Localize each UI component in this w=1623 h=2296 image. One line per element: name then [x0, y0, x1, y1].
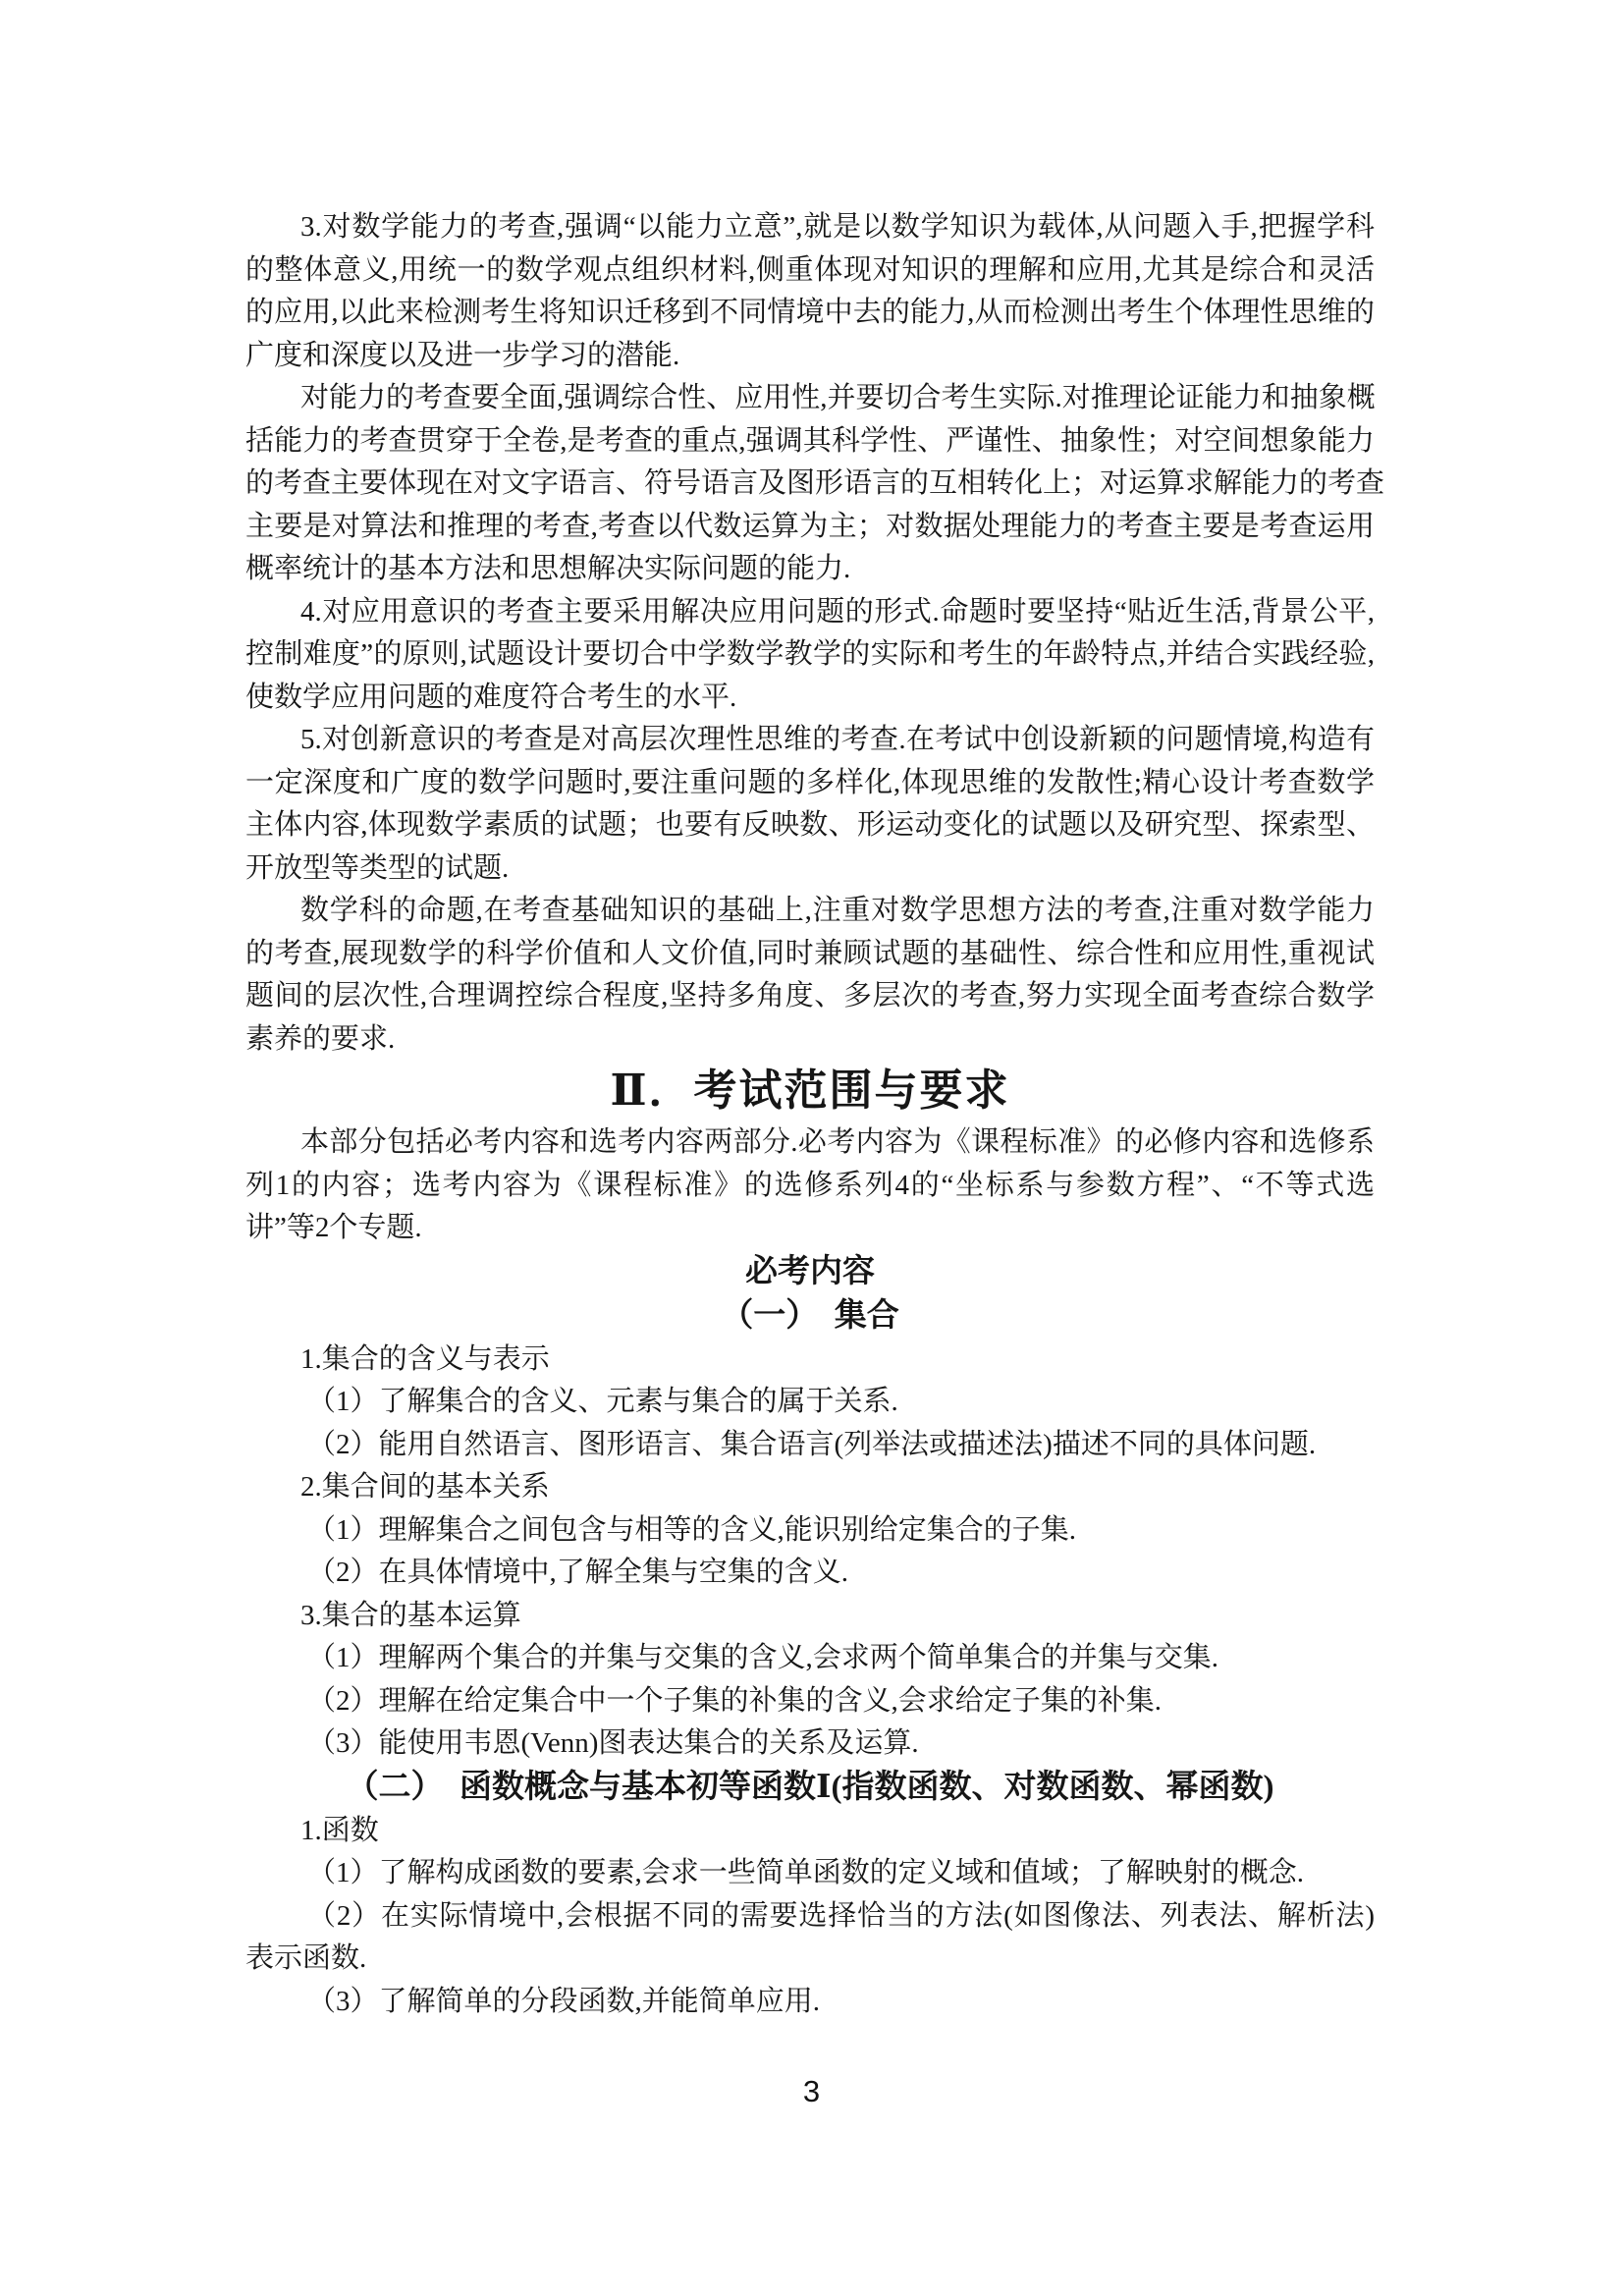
heading-exam-scope [245, 1061, 1375, 1121]
para-proposition [245, 890, 1375, 1061]
paragraph-line: 主体内容,体现数学素质的试题；也要有反映数、形运动变化的试题以及研究型、探索型、 [245, 809, 1375, 841]
main-heading: Ⅱ．考试范围与要求 [610, 1066, 1010, 1115]
paragraph-line: 的考查,展现数学的科学价值和人文价值,同时兼顾试题的基础性、综合性和应用性,重视试 [245, 937, 1375, 969]
paragraph-line: 括能力的考查贯穿于全卷,是考查的重点,强调其科学性、严谨性、抽象性；对空间想象能力 [245, 424, 1375, 457]
para-ability-overall [245, 377, 1385, 591]
paragraph-line: 使数学应用问题的难度符合考生的水平. [245, 681, 737, 713]
page-number: 3 [802, 2074, 821, 2108]
paragraph-line: 主要是对算法和推理的考查,考查以代数运算为主；对数据处理能力的考查主要是考查运用 [245, 510, 1375, 542]
list-line: 1.集合的含义与表示 [300, 1342, 550, 1375]
list-line: 2.集合间的基本关系 [300, 1471, 550, 1503]
list-line: （2）理解在给定集合中一个子集的补集的含义,会求给定子集的补集. [307, 1684, 1163, 1717]
list-line: （2）在实际情境中,会根据不同的需要选择恰当的方法(如图像法、列表法、解析法) [307, 1899, 1375, 1932]
subsection-heading: （一） 集合 [721, 1297, 899, 1334]
paragraph-line: 4.对应用意识的考查主要采用解决应用问题的形式.命题时要坚持“贴近生活,背景公平, [300, 595, 1375, 628]
heading-section-1-sets [245, 1294, 1375, 1339]
paragraph-line: 广度和深度以及进一步学习的潜能. [245, 339, 680, 371]
paragraph-line: 开放型等类型的试题. [245, 851, 510, 884]
list-line: （1）理解集合之间包含与相等的含义,能识别给定集合的子集. [307, 1513, 1077, 1546]
list-line: （2）能用自然语言、图形语言、集合语言(列举法或描述法)描述不同的具体问题. [307, 1428, 1317, 1460]
paragraph-line: 5.对创新意识的考查是对高层次理性思维的考查.在考试中创设新颖的问题情境,构造有 [300, 724, 1375, 755]
para-scope-intro [245, 1121, 1375, 1250]
heading-section-2-functions [245, 1766, 1375, 1810]
paragraph-line: 一定深度和广度的数学问题时,要注重问题的多样化,体现思维的发散性;精心设计考查数学 [245, 766, 1375, 798]
list-line: 3.集合的基本运算 [300, 1599, 521, 1631]
list-line: （3）能使用韦恩(Venn)图表达集合的关系及运算. [307, 1727, 919, 1759]
heading-required-content [245, 1250, 1375, 1294]
list-line: （1）了解构成函数的要素,会求一些简单函数的定义域和值域；了解映射的概念. [307, 1857, 1305, 1888]
paragraph-line: 本部分包括必考内容和选考内容两部分.必考内容为《课程标准》的必修内容和选修系 [300, 1126, 1375, 1158]
document-content [245, 206, 1385, 2023]
list-line: （1）了解集合的含义、元素与集合的属于关系. [307, 1386, 898, 1417]
list-line: （3）了解简单的分段函数,并能简单应用. [307, 1985, 821, 2017]
list-line: 表示函数. [245, 1942, 367, 1974]
section-heading: 必考内容 [745, 1253, 875, 1289]
paragraph-line: 控制难度”的原则,试题设计要切合中学数学教学的实际和考生的年龄特点,并结合实践经验, [245, 638, 1375, 670]
paragraph-line: 题间的层次性,合理调控综合程度,坚持多角度、多层次的考查,努力实现全面考查综合数学 [245, 980, 1375, 1011]
paragraph-line: 素养的要求. [245, 1022, 396, 1055]
paragraph-line: 列1的内容；选考内容为《课程标准》的选修系列4的“坐标系与参数方程”、“不等式选 [245, 1169, 1375, 1201]
list-functions [245, 1810, 1375, 2024]
list-sets [245, 1339, 1375, 1766]
paragraph-line: 的应用,以此来检测考生将知识迁移到不同情境中去的能力,从而检测出考生个体理性思维的 [245, 297, 1375, 328]
paragraph-line: 概率统计的基本方法和思想解决实际问题的能力. [245, 553, 851, 584]
paragraph-line: 的考查主要体现在对文字语言、符号语言及图形语言的互相转化上；对运算求解能力的考查 [245, 467, 1385, 499]
para-math-ability-3 [245, 206, 1375, 377]
paragraph-line: 的整体意义,用统一的数学观点组织材料,侧重体现对知识的理解和应用,尤其是综合和灵活 [245, 253, 1375, 286]
paragraph-line: 讲”等2个专题. [245, 1212, 422, 1243]
para-application-4 [245, 591, 1375, 720]
paragraph-line: 对能力的考查要全面,强调综合性、应用性,并要切合考生实际.对推理论证能力和抽象概 [300, 382, 1376, 413]
subsection-heading: （二） 函数概念与基本初等函数Ⅰ(指数函数、对数函数、幂函数) [346, 1769, 1274, 1805]
list-line: （2）在具体情境中,了解全集与空集的含义. [307, 1557, 849, 1588]
paragraph-line: 3.对数学能力的考查,强调“以能力立意”,就是以数学知识为载体,从问题入手,把握学科 [300, 211, 1375, 243]
list-line: 1.函数 [300, 1814, 379, 1846]
paragraph-line: 数学科的命题,在考查基础知识的基础上,注重对数学思想方法的考查,注重对数学能力 [300, 895, 1375, 926]
list-line: （1）理解两个集合的并集与交集的含义,会求两个简单集合的并集与交集. [307, 1642, 1219, 1673]
para-innovation-5 [245, 719, 1375, 890]
